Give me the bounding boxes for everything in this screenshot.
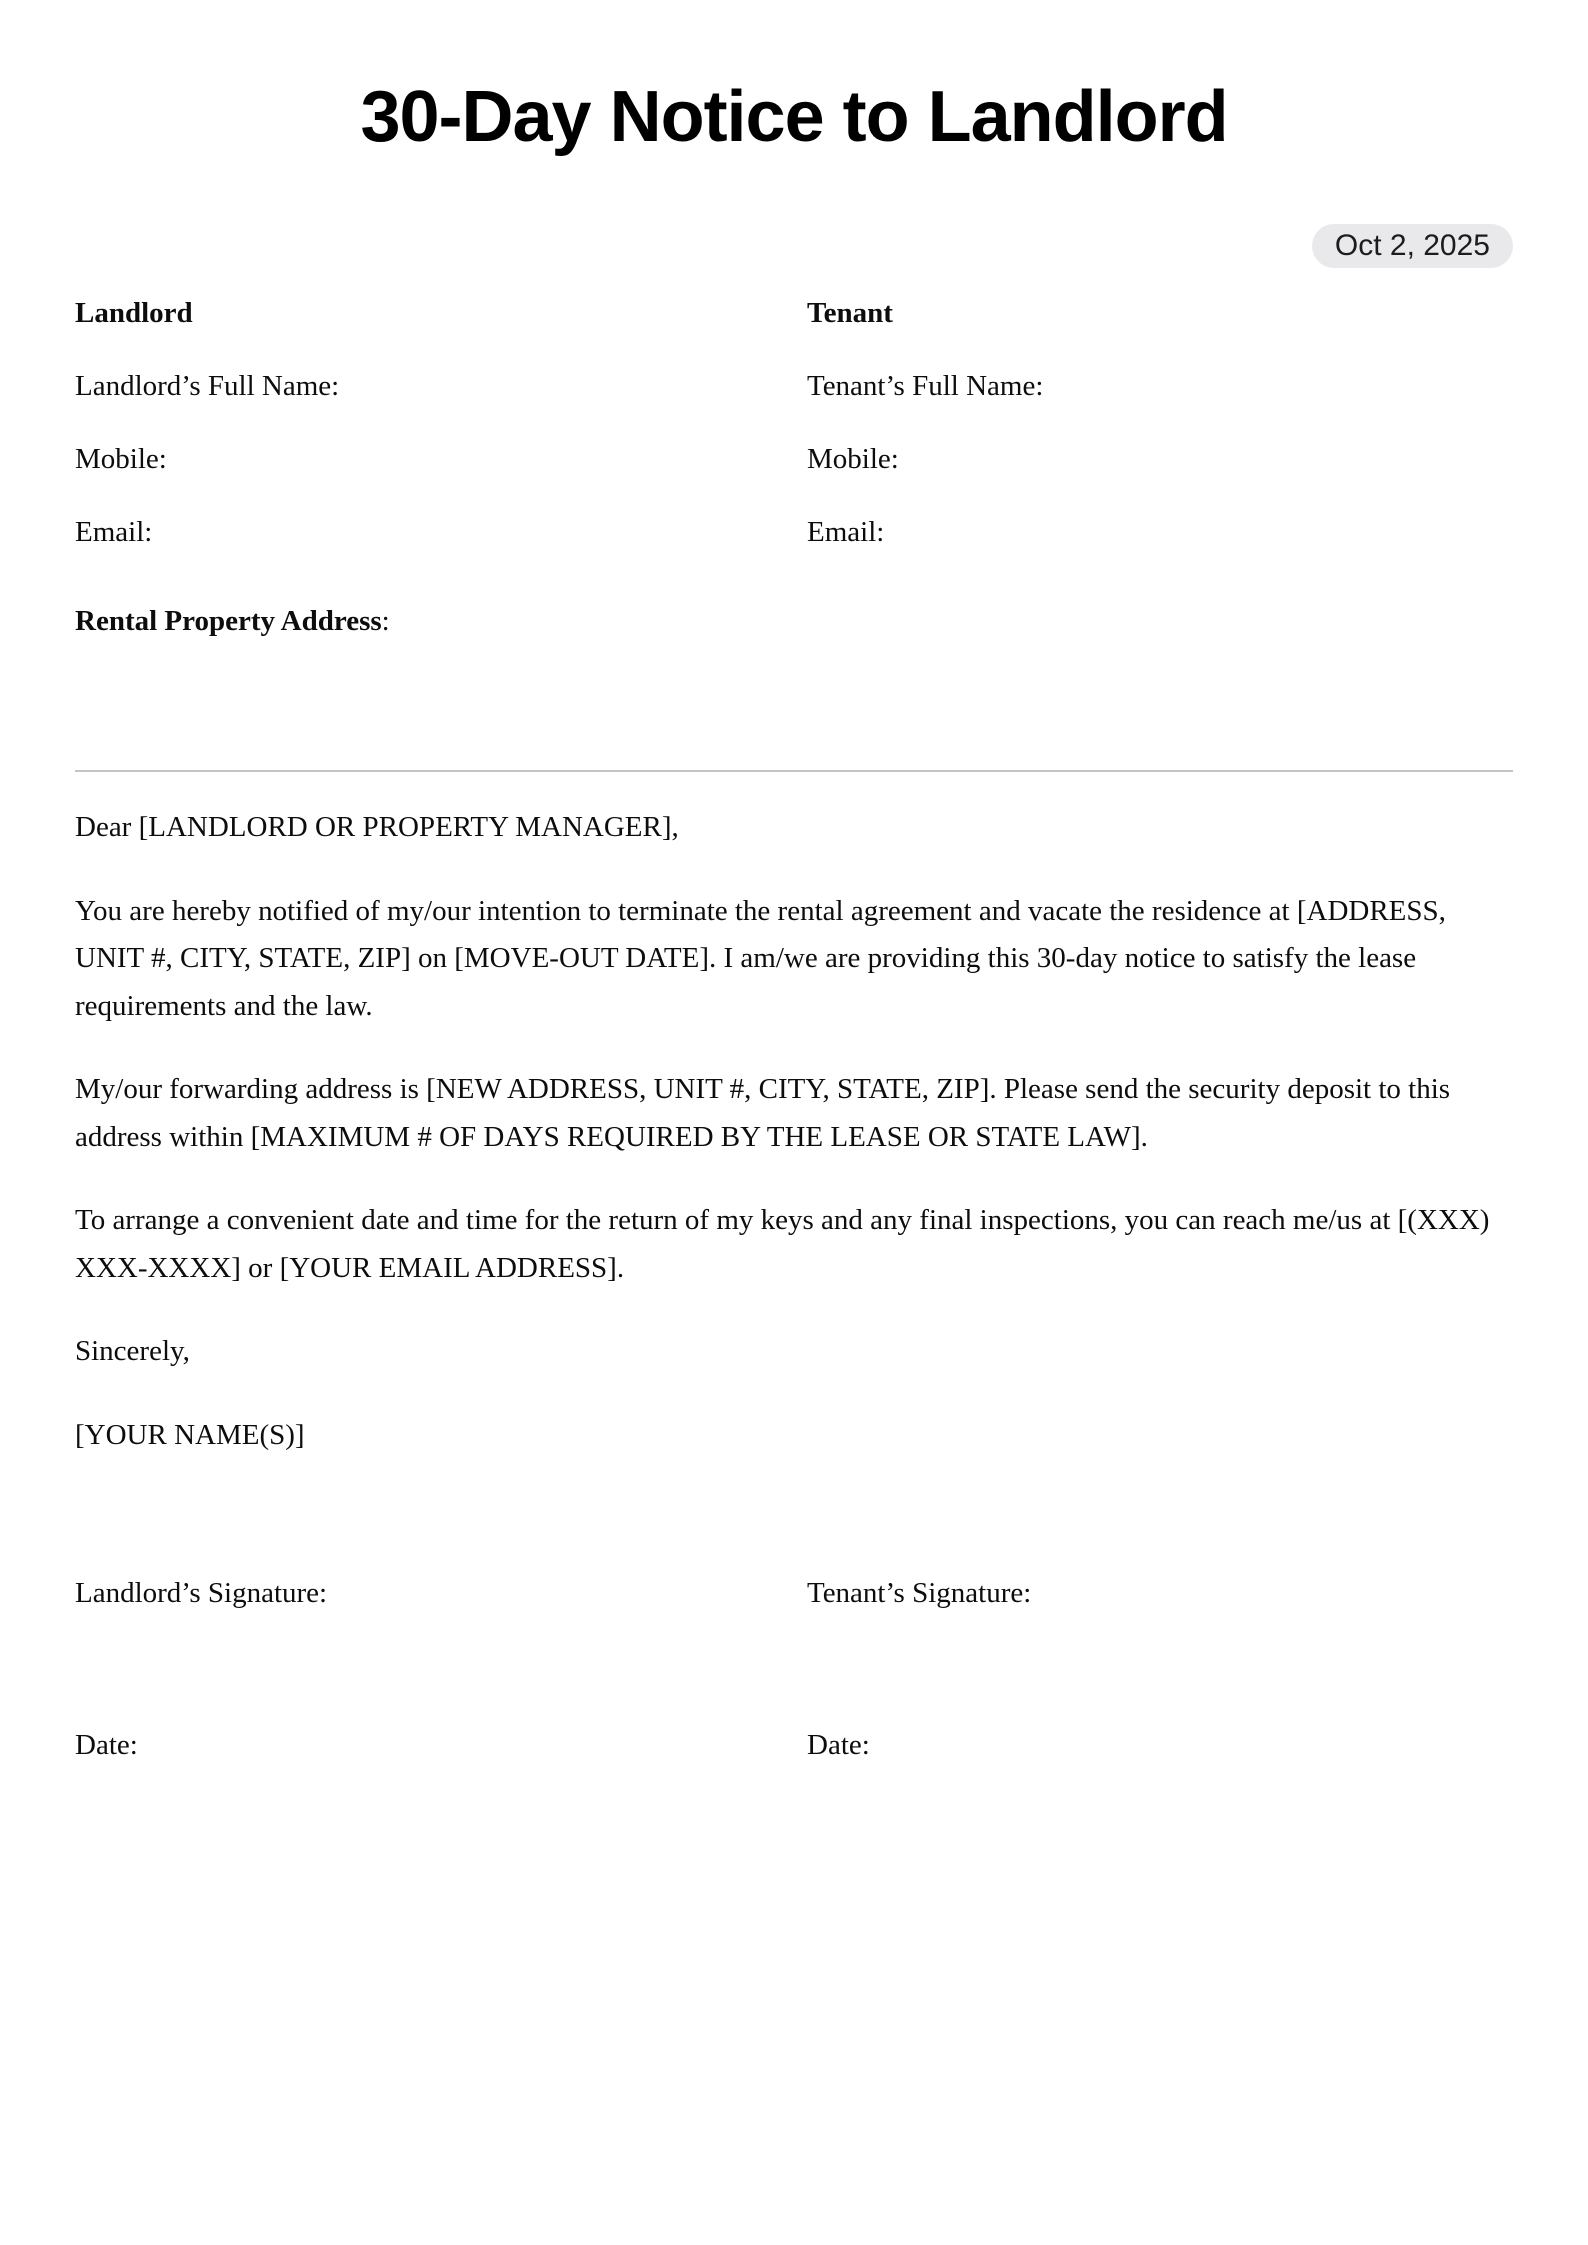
tenant-date-label: Date: (807, 1729, 870, 1762)
landlord-full-name-label: Landlord’s Full Name: (75, 370, 340, 403)
body-paragraph-3: To arrange a convenient date and time for the return of my keys and any final inspections, you can reach me/us at [(XXX) XXX-XXXX] or [YOUR EMAIL ADDRESS]. (75, 1204, 1490, 1284)
date-badge[interactable]: Oct 2, 2025 (1312, 224, 1513, 268)
landlord-heading: Landlord (75, 297, 193, 330)
landlord-mobile-label: Mobile: (75, 443, 167, 476)
date-row (75, 224, 1513, 268)
landlord-column (75, 297, 807, 549)
tenant-mobile-label: Mobile: (807, 443, 899, 476)
salutation: Dear [LANDLORD OR PROPERTY MANAGER], (75, 811, 679, 844)
tenant-signature-label: Tenant’s Signature: (807, 1577, 1032, 1610)
date-label-row (75, 1729, 1513, 1762)
landlord-date-label: Date: (75, 1729, 138, 1762)
tenant-heading: Tenant (807, 297, 893, 330)
signature-row (75, 1577, 1513, 1610)
signature-name-placeholder: [YOUR NAME(S)] (75, 1418, 305, 1451)
body-paragraph-1: You are hereby notified of my/our intention to terminate the rental agreement and vacate the residence at [ADDRESS, UNIT #, CITY, STATE, ZIP] on [MOVE-OUT DATE]. I am/we are providing this 30-day notice to satisfy the lease requirements and the law. (75, 894, 1446, 1022)
body-paragraph-2: My/our forwarding address is [NEW ADDRESS, UNIT #, CITY, STATE, ZIP]. Please send the security deposit to this address within [MAXIMUM # OF DAYS REQUIRED BY THE LEASE OR STATE LAW]. (75, 1073, 1451, 1153)
rental-property-address-text: Rental Property Address (75, 605, 382, 638)
landlord-signature-label: Landlord’s Signature: (75, 1577, 328, 1610)
tenant-email-label: Email: (807, 516, 885, 549)
rental-property-address-label (75, 605, 1513, 638)
rental-property-address-colon: : (381, 605, 390, 638)
closing: Sincerely, (75, 1335, 190, 1368)
section-divider (75, 770, 1513, 772)
page-title: 30-Day Notice to Landlord (360, 77, 1228, 157)
tenant-column (807, 297, 1513, 549)
parties-section (75, 297, 1513, 549)
tenant-full-name-label: Tenant’s Full Name: (807, 370, 1044, 403)
landlord-email-label: Email: (75, 516, 153, 549)
